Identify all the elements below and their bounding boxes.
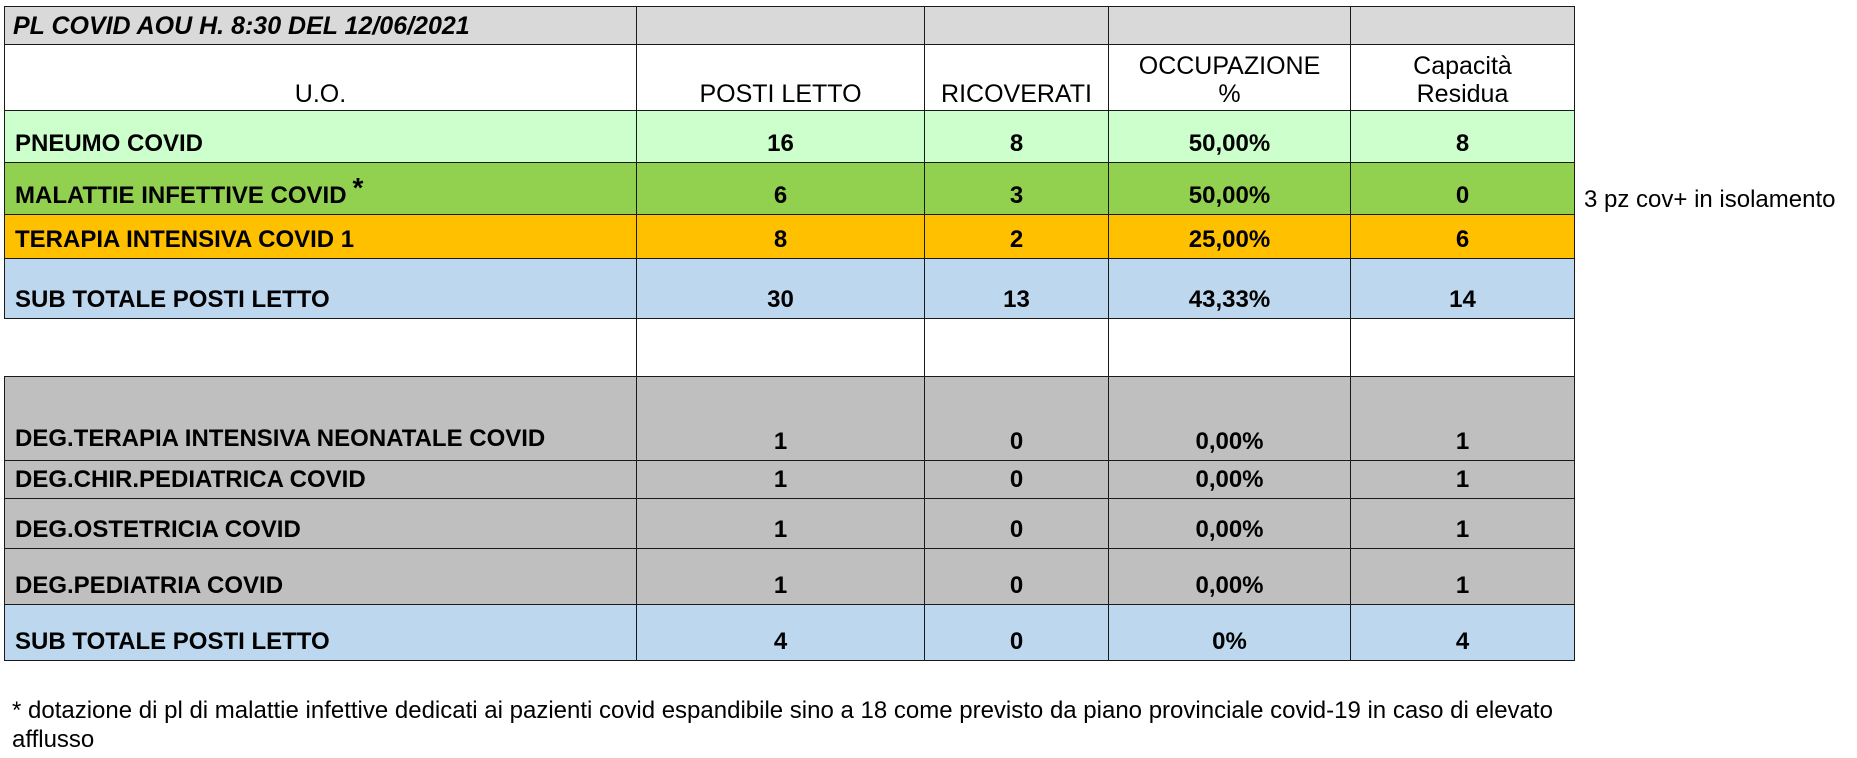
capacita-value: 1 bbox=[1351, 377, 1575, 461]
title-row-cell bbox=[925, 7, 1109, 45]
posti-letto-value: 6 bbox=[637, 163, 925, 215]
header-capacita bbox=[1351, 45, 1575, 111]
spacer-cell bbox=[1351, 319, 1575, 377]
covid-beds-sheet bbox=[4, 6, 1575, 661]
header-capacita-line2: Residua bbox=[1416, 80, 1509, 108]
ricoverati-value: 0 bbox=[925, 549, 1109, 605]
side-note: 3 pz cov+ in isolamento bbox=[1584, 186, 1836, 213]
header-occupazione-line1: OCCUPAZIONE bbox=[1138, 52, 1321, 80]
header-ricoverati: RICOVERATI bbox=[925, 45, 1109, 111]
header-uo: U.O. bbox=[5, 45, 637, 111]
capacita-value: 1 bbox=[1351, 549, 1575, 605]
header-occupazione bbox=[1109, 45, 1351, 111]
capacita-value: 4 bbox=[1351, 605, 1575, 661]
title-row-cell bbox=[1109, 7, 1351, 45]
capacita-value: 1 bbox=[1351, 499, 1575, 549]
capacita-value: 1 bbox=[1351, 461, 1575, 499]
ricoverati-value: 0 bbox=[925, 605, 1109, 661]
subtotal-row bbox=[5, 605, 1575, 661]
occupazione-value: 0,00% bbox=[1109, 499, 1351, 549]
posti-letto-value: 8 bbox=[637, 215, 925, 259]
ricoverati-value: 8 bbox=[925, 111, 1109, 163]
ricoverati-value: 3 bbox=[925, 163, 1109, 215]
table-row bbox=[5, 111, 1575, 163]
posti-letto-value: 30 bbox=[637, 259, 925, 319]
posti-letto-value: 4 bbox=[637, 605, 925, 661]
unit-label: TERAPIA INTENSIVA COVID 1 bbox=[5, 215, 637, 259]
ricoverati-value: 0 bbox=[925, 461, 1109, 499]
subtotal-row bbox=[5, 259, 1575, 319]
ricoverati-value: 13 bbox=[925, 259, 1109, 319]
table-row bbox=[5, 163, 1575, 215]
subtotal-label: SUB TOTALE POSTI LETTO bbox=[5, 259, 637, 319]
table-row bbox=[5, 549, 1575, 605]
footnote: * dotazione di pl di malattie infettive dedicati ai pazienti covid espandibile sino a 18 come previsto da piano provinciale covid-19 in caso di elevato afflusso bbox=[12, 697, 1553, 753]
title-row-cell bbox=[1351, 7, 1575, 45]
occupazione-value: 0,00% bbox=[1109, 549, 1351, 605]
title-row-cell bbox=[637, 7, 925, 45]
capacita-value: 14 bbox=[1351, 259, 1575, 319]
posti-letto-value: 16 bbox=[637, 111, 925, 163]
spacer-cell bbox=[925, 319, 1109, 377]
occupazione-value: 0,00% bbox=[1109, 377, 1351, 461]
subtotal-label: SUB TOTALE POSTI LETTO bbox=[5, 605, 637, 661]
occupazione-value: 0,00% bbox=[1109, 461, 1351, 499]
table-row bbox=[5, 215, 1575, 259]
unit-label: DEG.CHIR.PEDIATRICA COVID bbox=[5, 461, 637, 499]
unit-label: PNEUMO COVID bbox=[5, 111, 637, 163]
table-row bbox=[5, 499, 1575, 549]
ricoverati-value: 2 bbox=[925, 215, 1109, 259]
capacita-value: 0 bbox=[1351, 163, 1575, 215]
occupazione-value: 25,00% bbox=[1109, 215, 1351, 259]
table-row bbox=[5, 377, 1575, 461]
posti-letto-value: 1 bbox=[637, 377, 925, 461]
occupazione-value: 43,33% bbox=[1109, 259, 1351, 319]
occupazione-value: 0% bbox=[1109, 605, 1351, 661]
unit-label: DEG.PEDIATRIA COVID bbox=[5, 549, 637, 605]
unit-label-cell bbox=[5, 163, 637, 215]
ricoverati-value: 0 bbox=[925, 377, 1109, 461]
occupazione-value: 50,00% bbox=[1109, 111, 1351, 163]
title-row bbox=[5, 7, 1575, 45]
capacita-value: 8 bbox=[1351, 111, 1575, 163]
ricoverati-value: 0 bbox=[925, 499, 1109, 549]
capacita-value: 6 bbox=[1351, 215, 1575, 259]
spacer-cell bbox=[5, 319, 637, 377]
header-occupazione-line2: % bbox=[1218, 80, 1241, 108]
unit-label: MALATTIE INFETTIVE COVID bbox=[15, 182, 347, 209]
unit-label: DEG.TERAPIA INTENSIVA NEONATALE COVID bbox=[5, 377, 637, 461]
header-capacita-line1: Capacità bbox=[1413, 52, 1512, 80]
posti-letto-value: 1 bbox=[637, 461, 925, 499]
header-row bbox=[5, 45, 1575, 111]
footnote-marker: * bbox=[352, 172, 364, 203]
covid-beds-table bbox=[4, 6, 1575, 661]
table-row bbox=[5, 461, 1575, 499]
spacer-cell bbox=[1109, 319, 1351, 377]
report-title: PL COVID AOU H. 8:30 DEL 12/06/2021 bbox=[5, 7, 637, 45]
header-posti-letto: POSTI LETTO bbox=[637, 45, 925, 111]
spacer-row bbox=[5, 319, 1575, 377]
posti-letto-value: 1 bbox=[637, 499, 925, 549]
occupazione-value: 50,00% bbox=[1109, 163, 1351, 215]
unit-label: DEG.OSTETRICIA COVID bbox=[5, 499, 637, 549]
spacer-cell bbox=[637, 319, 925, 377]
posti-letto-value: 1 bbox=[637, 549, 925, 605]
